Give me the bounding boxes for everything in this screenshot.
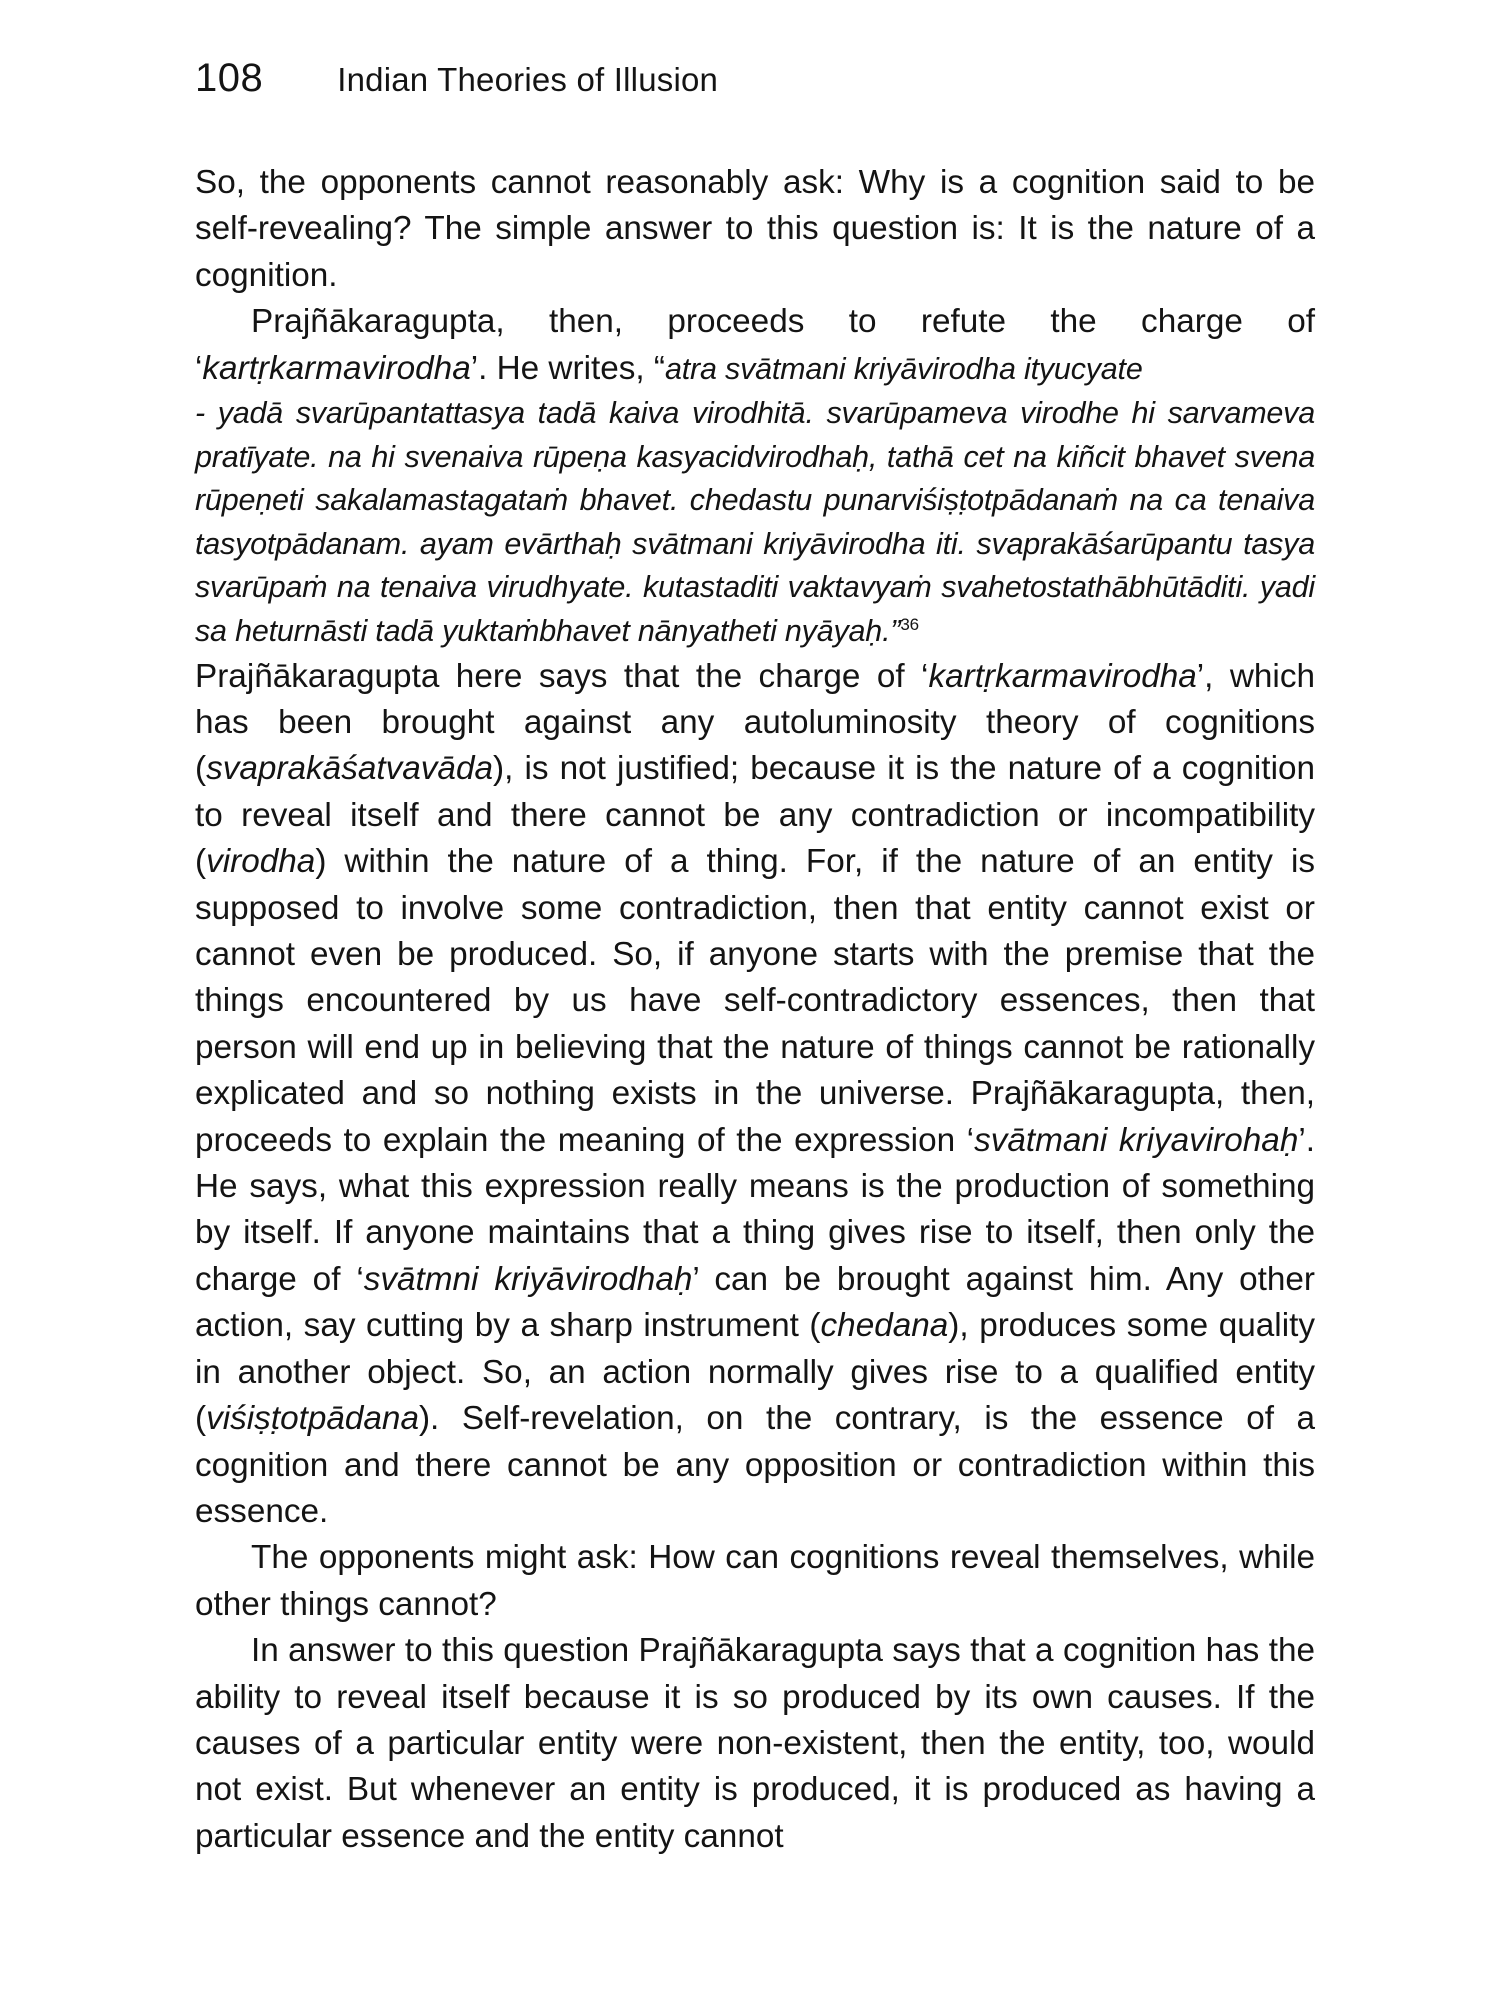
body-text — [195, 160, 1315, 1860]
sanskrit-quote-start: atra svātmani kriyāvirodha ityucyate — [664, 351, 1143, 386]
page-number: 108 — [195, 56, 264, 100]
paragraph-3-text: ’, which has been brought against any autoluminosity theory of cognitions ( — [195, 657, 1315, 788]
paragraph-2 — [195, 299, 1315, 392]
footnote-marker: 36 — [900, 614, 919, 634]
term-virodha: virodha — [206, 843, 316, 881]
paragraph-5: In answer to this question Prajñākaragupta says that a cognition has the ability to reveal itself because it is so produced by its own causes. If the causes of a particular entity were non-existent, then the entity, too, would not exist. But whenever an entity is produced, it is produced as having a particular essence and the entity cannot — [195, 1632, 1315, 1855]
term-kartrkarmavirodha: kartṛkarmavirodha — [928, 657, 1197, 695]
term-chedana: chedana — [820, 1307, 949, 1345]
sanskrit-quote — [195, 392, 1315, 654]
paragraph-3-text: ’. He says, what this expression really means is the production of something by itself. If anyone maintains that a thing gives rise to itself, then only the charge of ‘ — [195, 1121, 1315, 1298]
paragraph-3-text: ) within the nature of a thing. For, if the nature of an entity is supposed to involve some contradiction, then that entity cannot exist or cannot even be produced. So, if anyone starts with the premise that the things encountered by us have self-contradictory essences, then that person will end up in believing that the nature of things cannot be rationally explicated and so nothing exists in the universe. Prajñākaragupta, then, proceeds to explain the meaning of the expression ‘ — [195, 843, 1315, 1159]
paragraph-3-text: ), produces some quality in another object. So, an action normally gives rise to a qualified entity ( — [195, 1307, 1315, 1438]
paragraph-3-text: Prajñākaragupta here says that the charge of ‘ — [195, 657, 929, 695]
quote-close: ” — [890, 614, 901, 648]
term-svatmani-kriyavirohah: svātmani kriyavirohaḥ — [974, 1121, 1299, 1159]
sanskrit-quote-body: - yadā svarūpantattasya tadā kaiva virodhitā. svarūpameva virodhe hi sarvameva pratīyate. na hi svenaiva rūpeṇa kasyacidvirodhaḥ, tathā cet na kiñcit bhavet svena rūpeṇeti sakalamastagataṁ bhavet. chedastu punarviśiṣṭotpādanaṁ na ca tenaiva tasyotpādanam. ayam evārthaḥ svātmani kriyāvirodha iti. svaprakāśarūpantu tasya svarūpaṁ na tenaiva virudhyate. kutastaditi vaktavyaṁ svahetostathābhūtāditi. yadi sa heturnāsti tadā yuktaṁbhavet nānyatheti nyāyaḥ. — [195, 396, 1315, 648]
term-svatmni-kriyavirodhah: svātmni kriyāvirodhaḥ — [363, 1260, 693, 1298]
paragraph-3-text: ), is not justified; because it is the nature of a cognition to reveal itself and there cannot be any contradiction or incompatibility ( — [195, 750, 1315, 881]
paragraph-2-intro: Prajñākaragupta, then, proceeds to refute the charge of ‘ — [195, 303, 1315, 387]
paragraph-3-text: ). Self-revelation, on the contrary, is the essence of a cognition and there cannot be any opposition or contradiction within this essence. — [195, 1400, 1315, 1530]
term-kartrkarmavirodha: kartṛkarmavirodha — [202, 349, 471, 387]
paragraph-1: So, the opponents cannot reasonably ask: Why is a cognition said to be self-revealing? The simple answer to this question is: It is the nature of a cognition. — [195, 164, 1315, 294]
term-visistotpadana: viśiṣṭotpādana — [206, 1400, 419, 1438]
paragraph-3-text: ’ can be brought against him. Any other action, say cutting by a sharp instrument ( — [195, 1260, 1315, 1345]
term-svaprakasatvavada: svaprakāśatvavāda — [206, 750, 493, 788]
page-header — [195, 56, 1315, 116]
paragraph-2-intro-end: ’. He writes, “ — [470, 349, 665, 387]
running-head: Indian Theories of Illusion — [337, 61, 719, 98]
book-page — [195, 56, 1315, 1956]
paragraph-4: The opponents might ask: How can cognitions reveal themselves, while other things cannot? — [195, 1539, 1315, 1623]
paragraph-3 — [195, 654, 1315, 1536]
